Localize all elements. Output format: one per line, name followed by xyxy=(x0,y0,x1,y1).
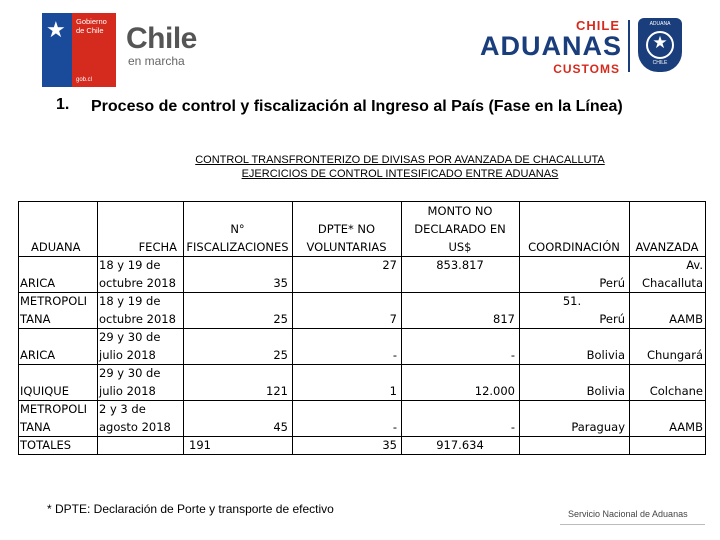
aduanas-logo-bottom: CUSTOMS xyxy=(553,62,620,76)
row4-aduana: IQUIQUE xyxy=(20,384,69,398)
header-avanzada: AVANZADA xyxy=(635,240,699,254)
row3-fecha-line1: 29 y 30 de xyxy=(99,330,161,344)
header-aduana: ADUANA xyxy=(31,240,81,254)
aduanas-logo-top: CHILE xyxy=(576,18,620,33)
row2-avanzada: AAMB xyxy=(669,312,703,326)
row2-fiscalizaciones: 25 xyxy=(273,312,288,326)
row3-fecha xyxy=(99,328,160,364)
row5-aduana-line2: TANA xyxy=(20,420,51,434)
row3-fecha-line2: julio 2018 xyxy=(99,348,156,362)
header-fiscalizaciones-line2: FISCALIZACIONES xyxy=(186,240,289,254)
row3-monto: - xyxy=(510,348,515,362)
star-icon: ★ xyxy=(46,17,66,42)
row1-avanzada xyxy=(629,256,703,292)
row3-avanzada: Chungará xyxy=(646,348,703,362)
row1-fiscalizaciones: 35 xyxy=(273,276,288,290)
header-fiscalizaciones-line1: N° xyxy=(230,222,245,236)
logo-blue-band xyxy=(42,13,72,87)
aduanas-logo-main: ADUANAS xyxy=(480,31,622,61)
totals-monto: 917.634 xyxy=(436,438,484,452)
row5-fiscalizaciones: 45 xyxy=(273,420,288,434)
subtitle-line2: EJERCICIOS DE CONTROL INTESIFICADO ENTRE ADUANAS xyxy=(241,168,559,180)
subtitle-line1: CONTROL TRANSFRONTERIZO DE DIVISAS POR AVANZADA DE CHACALLUTA xyxy=(195,154,605,166)
row2-aduana-line1: METROPOLI xyxy=(20,294,88,308)
row2-coordinacion-line1: 51. xyxy=(562,294,582,308)
row5-fecha-line1: 2 y 3 de xyxy=(99,402,146,416)
page-title: Proceso de control y fiscalización al Ingreso al País (Fase en la Línea) xyxy=(91,98,623,115)
row5-avanzada: AAMB xyxy=(669,420,703,434)
row5-aduana xyxy=(20,400,87,436)
header-fiscalizaciones xyxy=(183,220,292,256)
logo-divider xyxy=(628,20,630,72)
row1-aduana: ARICA xyxy=(20,276,56,290)
header-dpte xyxy=(292,220,401,256)
row5-aduana-line1: METROPOLI xyxy=(20,402,88,416)
heading-number: 1. xyxy=(56,96,70,113)
row4-dpte: 1 xyxy=(389,384,397,398)
row1-avanzada-line1: Av. xyxy=(686,258,703,272)
header-dpte-line1: DPTE* NO xyxy=(317,222,376,236)
row4-fecha xyxy=(99,364,160,400)
row5-coordinacion: Paraguay xyxy=(571,420,625,434)
row5-fecha xyxy=(99,400,171,436)
chile-logo-title: Chile xyxy=(126,22,197,55)
row2-fecha xyxy=(99,292,176,328)
row2-aduana-line2: TANA xyxy=(20,312,51,326)
grid-line xyxy=(19,454,706,455)
footnote: * DPTE: Declaración de Porte y transporte de efectivo xyxy=(47,502,334,516)
table-subtitle xyxy=(150,153,650,181)
gob-logo-sub: gob.cl xyxy=(76,77,93,83)
row2-aduana xyxy=(20,292,87,328)
row3-coordinacion: Bolivia xyxy=(586,348,625,362)
row4-fecha-line1: 29 y 30 de xyxy=(99,366,161,380)
row1-fecha-line2: octubre 2018 xyxy=(99,276,176,290)
badge-bottom-text: CHILE xyxy=(652,60,668,66)
row4-coordinacion: Bolivia xyxy=(586,384,625,398)
footer-text: Servicio Nacional de Aduanas xyxy=(568,509,688,519)
gob-logo-line2: de Chile xyxy=(76,26,104,35)
badge-icon xyxy=(638,18,682,72)
row2-coordinacion-line2: Perú xyxy=(599,312,625,326)
row2-monto: 817 xyxy=(493,312,515,326)
header-dpte-value: 27 xyxy=(382,258,397,272)
row3-aduana: ARICA xyxy=(20,348,56,362)
header-monto-line2: DECLARADO EN xyxy=(414,222,506,236)
row1-fecha xyxy=(99,256,176,292)
aduanas-logo xyxy=(480,18,700,76)
row1-coordinacion: Perú xyxy=(599,276,625,290)
header-monto xyxy=(401,202,519,274)
row1-fecha-line1: 18 y 19 de xyxy=(99,258,161,272)
row2-fecha-line1: 18 y 19 de xyxy=(99,294,161,308)
row2-dpte: 7 xyxy=(389,312,397,326)
totals-dpte: 35 xyxy=(382,438,397,452)
row2-fecha-line2: octubre 2018 xyxy=(99,312,176,326)
control-table xyxy=(18,201,706,455)
header-monto-line3: US$ xyxy=(448,240,472,254)
header-monto-value: 853.817 xyxy=(436,258,484,272)
row5-monto: - xyxy=(510,420,515,434)
header-coordinacion: COORDINACIÓN xyxy=(528,240,620,254)
row2-coordinacion xyxy=(519,292,625,328)
header-monto-line1: MONTO NO xyxy=(427,204,493,218)
row5-dpte: - xyxy=(392,420,397,434)
row1-avanzada-line2: Chacalluta xyxy=(642,276,703,290)
totals-fiscalizaciones: 191 xyxy=(189,438,211,452)
gobierno-de-chile-logo xyxy=(42,13,116,87)
row3-dpte: - xyxy=(392,348,397,362)
badge-top-text: ADUANA xyxy=(649,21,671,27)
header-dpte-line2: VOLUNTARIAS xyxy=(306,240,387,254)
row4-avanzada: Colchane xyxy=(649,384,703,398)
chile-logo-subtitle: en marcha xyxy=(128,54,185,68)
totals-label: TOTALES xyxy=(20,438,72,452)
footer-divider xyxy=(560,524,705,525)
header-fecha: FECHA xyxy=(138,240,177,254)
gob-logo-line1: Gobierno xyxy=(76,17,107,26)
row4-fiscalizaciones: 121 xyxy=(266,384,288,398)
row4-monto: 12.000 xyxy=(474,384,515,398)
row4-fecha-line2: julio 2018 xyxy=(99,384,156,398)
row3-fiscalizaciones: 25 xyxy=(273,348,288,362)
row5-fecha-line2: agosto 2018 xyxy=(99,420,171,434)
star-icon: ★ xyxy=(652,33,668,52)
